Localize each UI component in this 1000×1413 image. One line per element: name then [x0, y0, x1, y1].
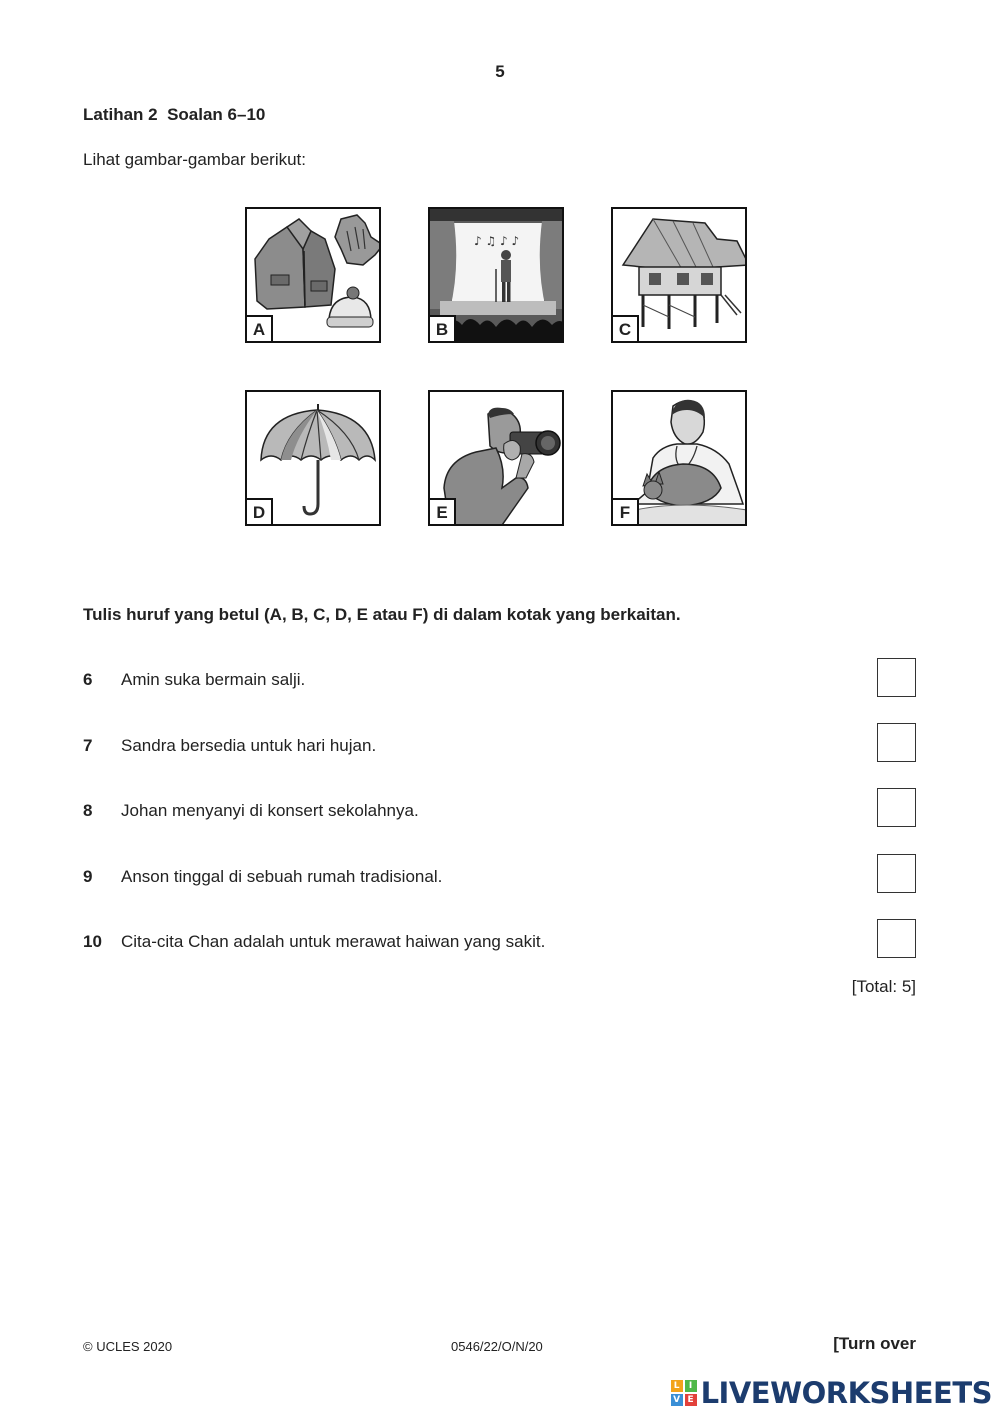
svg-text:♪ ♫ ♪ ♪: ♪ ♫ ♪ ♪: [474, 234, 520, 248]
brand-text: LIVEWORKSHEETS: [700, 1376, 992, 1410]
question-text: Sandra bersedia untuk hari hujan.: [121, 736, 377, 755]
picture-c: [611, 207, 747, 343]
logo-tile: L: [671, 1380, 683, 1392]
logo-tile: V: [671, 1394, 683, 1406]
turn-over-label: [Turn over: [833, 1334, 916, 1353]
picture-d: [245, 390, 381, 526]
picture-b: [428, 207, 564, 343]
liveworksheets-brand: [671, 1376, 992, 1410]
question-number: 6: [83, 670, 93, 689]
picture-label: D: [245, 498, 273, 526]
section-title: Latihan 2 Soalan 6–10: [83, 105, 266, 124]
picture-label: B: [428, 315, 456, 343]
footer-code: 0546/22/O/N/20: [451, 1339, 543, 1354]
question-number: 10: [83, 932, 102, 951]
answer-box-6[interactable]: [877, 658, 916, 697]
question-text: Amin suka bermain salji.: [121, 670, 306, 689]
picture-label: E: [428, 498, 456, 526]
intro-text: Lihat gambar-gambar berikut:: [83, 150, 307, 169]
logo-tile: E: [685, 1394, 697, 1406]
question-number: 9: [83, 867, 93, 886]
answer-box-7[interactable]: [877, 723, 916, 762]
picture-a: [245, 207, 381, 343]
question-text: Cita-cita Chan adalah untuk merawat haiwan yang sakit.: [121, 932, 546, 951]
picture-e: [428, 390, 564, 526]
answer-box-9[interactable]: [877, 854, 916, 893]
logo-tile: I: [685, 1380, 697, 1392]
question-text: Anson tinggal di sebuah rumah tradisional.: [121, 867, 443, 886]
page-number: 5: [495, 62, 505, 81]
instruction-text: Tulis huruf yang betul (A, B, C, D, E atau F) di dalam kotak yang berkaitan.: [83, 605, 681, 624]
footer-copyright: © UCLES 2020: [83, 1339, 173, 1354]
total-marks: [Total: 5]: [851, 977, 916, 996]
liveworksheets-logo-icon: [671, 1380, 697, 1406]
picture-label: A: [245, 315, 273, 343]
picture-f: [611, 390, 747, 526]
answer-box-8[interactable]: [877, 788, 916, 827]
question-number: 7: [83, 736, 93, 755]
answer-box-10[interactable]: [877, 919, 916, 958]
question-text: Johan menyanyi di konsert sekolahnya.: [121, 801, 419, 820]
picture-label: C: [611, 315, 639, 343]
question-number: 8: [83, 801, 93, 820]
picture-label: F: [611, 498, 639, 526]
